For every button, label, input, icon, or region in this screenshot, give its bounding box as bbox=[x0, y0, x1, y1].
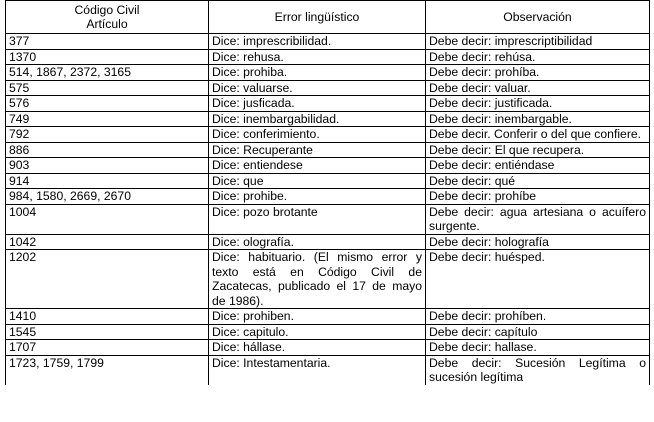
observacion-cell: Debe decir: Sucesión Legítima o sucesión legítima bbox=[426, 355, 650, 385]
articulo-cell: 1723, 1759, 1799 bbox=[6, 355, 209, 385]
table-row bbox=[6, 34, 650, 50]
articulo-cell: 1707 bbox=[6, 340, 209, 356]
error-cell: Dice: inembargabilidad. bbox=[209, 111, 426, 127]
observacion-cell: Debe decir: justificada. bbox=[426, 96, 650, 112]
observacion-cell: Debe decir: prohíba. bbox=[426, 65, 650, 81]
error-cell: Dice: prohibe. bbox=[209, 189, 426, 205]
articulo-cell: 1202 bbox=[6, 250, 209, 309]
error-cell: Dice: imprescribilidad. bbox=[209, 34, 426, 50]
observacion-cell: Debe decir: holografía bbox=[426, 234, 650, 250]
error-cell: Dice: rehusa. bbox=[209, 49, 426, 65]
error-cell: Dice: Recuperante bbox=[209, 142, 426, 158]
error-cell: Dice: entiendese bbox=[209, 158, 426, 174]
table-row bbox=[6, 309, 650, 325]
table-row bbox=[6, 250, 650, 309]
observacion-cell: Debe decir: valuar. bbox=[426, 80, 650, 96]
table-row bbox=[6, 127, 650, 143]
observacion-cell: Debe decir: hallase. bbox=[426, 340, 650, 356]
table-row bbox=[6, 173, 650, 189]
errores-table bbox=[5, 0, 650, 385]
articulo-cell: 1370 bbox=[6, 49, 209, 65]
observacion-cell: Debe decir. Conferir o del que confiere. bbox=[426, 127, 650, 143]
header-articulo-line1: Código Civil bbox=[74, 2, 140, 17]
error-cell: Dice: capitulo. bbox=[209, 324, 426, 340]
error-cell: Dice: habituario. (El mismo error y texto está en Código Civil de Zacatecas, publicado el 17 de mayo de 1986). bbox=[209, 250, 426, 309]
observacion-cell: Debe decir: agua artesiana o acuífero surgente. bbox=[426, 204, 650, 234]
articulo-cell: 1042 bbox=[6, 234, 209, 250]
error-cell: Dice: olografía. bbox=[209, 234, 426, 250]
observacion-cell: Debe decir: rehúsa. bbox=[426, 49, 650, 65]
table-row bbox=[6, 142, 650, 158]
table-row bbox=[6, 111, 650, 127]
articulo-cell: 1410 bbox=[6, 309, 209, 325]
table-row bbox=[6, 65, 650, 81]
error-cell: Dice: prohiben. bbox=[209, 309, 426, 325]
error-cell: Dice: hállase. bbox=[209, 340, 426, 356]
error-cell: Dice: jusficada. bbox=[209, 96, 426, 112]
table-row bbox=[6, 158, 650, 174]
articulo-cell: 749 bbox=[6, 111, 209, 127]
articulo-cell: 377 bbox=[6, 34, 209, 50]
header-observacion: Observación bbox=[426, 1, 650, 34]
observacion-cell: Debe decir: prohíben. bbox=[426, 309, 650, 325]
observacion-cell: Debe decir: entiéndase bbox=[426, 158, 650, 174]
articulo-cell: 1545 bbox=[6, 324, 209, 340]
table-row bbox=[6, 340, 650, 356]
header-error: Error lingüístico bbox=[209, 1, 426, 34]
articulo-cell: 903 bbox=[6, 158, 209, 174]
articulo-cell: 514, 1867, 2372, 3165 bbox=[6, 65, 209, 81]
table-row bbox=[6, 80, 650, 96]
articulo-cell: 575 bbox=[6, 80, 209, 96]
observacion-cell: Debe decir: imprescriptibilidad bbox=[426, 34, 650, 50]
articulo-cell: 1004 bbox=[6, 204, 209, 234]
observacion-cell: Debe decir: El que recupera. bbox=[426, 142, 650, 158]
table-row bbox=[6, 189, 650, 205]
observacion-cell: Debe decir: capítulo bbox=[426, 324, 650, 340]
articulo-cell: 792 bbox=[6, 127, 209, 143]
articulo-cell: 914 bbox=[6, 173, 209, 189]
observacion-cell: Debe decir: qué bbox=[426, 173, 650, 189]
table-row bbox=[6, 355, 650, 385]
observacion-cell: Debe decir: prohíbe bbox=[426, 189, 650, 205]
table-row bbox=[6, 49, 650, 65]
error-cell: Dice: Intestamentaria. bbox=[209, 355, 426, 385]
document-page bbox=[5, 0, 650, 385]
table-row bbox=[6, 324, 650, 340]
header-articulo-line2: Artículo bbox=[86, 17, 128, 31]
table-row bbox=[6, 234, 650, 250]
header-articulo bbox=[6, 1, 209, 34]
table-row bbox=[6, 96, 650, 112]
table-row bbox=[6, 204, 650, 234]
error-cell: Dice: que bbox=[209, 173, 426, 189]
error-cell: Dice: prohiba. bbox=[209, 65, 426, 81]
error-cell: Dice: pozo brotante bbox=[209, 204, 426, 234]
error-cell: Dice: valuarse. bbox=[209, 80, 426, 96]
articulo-cell: 576 bbox=[6, 96, 209, 112]
header-row bbox=[6, 1, 650, 34]
observacion-cell: Debe decir: inembargable. bbox=[426, 111, 650, 127]
articulo-cell: 984, 1580, 2669, 2670 bbox=[6, 189, 209, 205]
articulo-cell: 886 bbox=[6, 142, 209, 158]
observacion-cell: Debe decir: huésped. bbox=[426, 250, 650, 309]
error-cell: Dice: conferimiento. bbox=[209, 127, 426, 143]
